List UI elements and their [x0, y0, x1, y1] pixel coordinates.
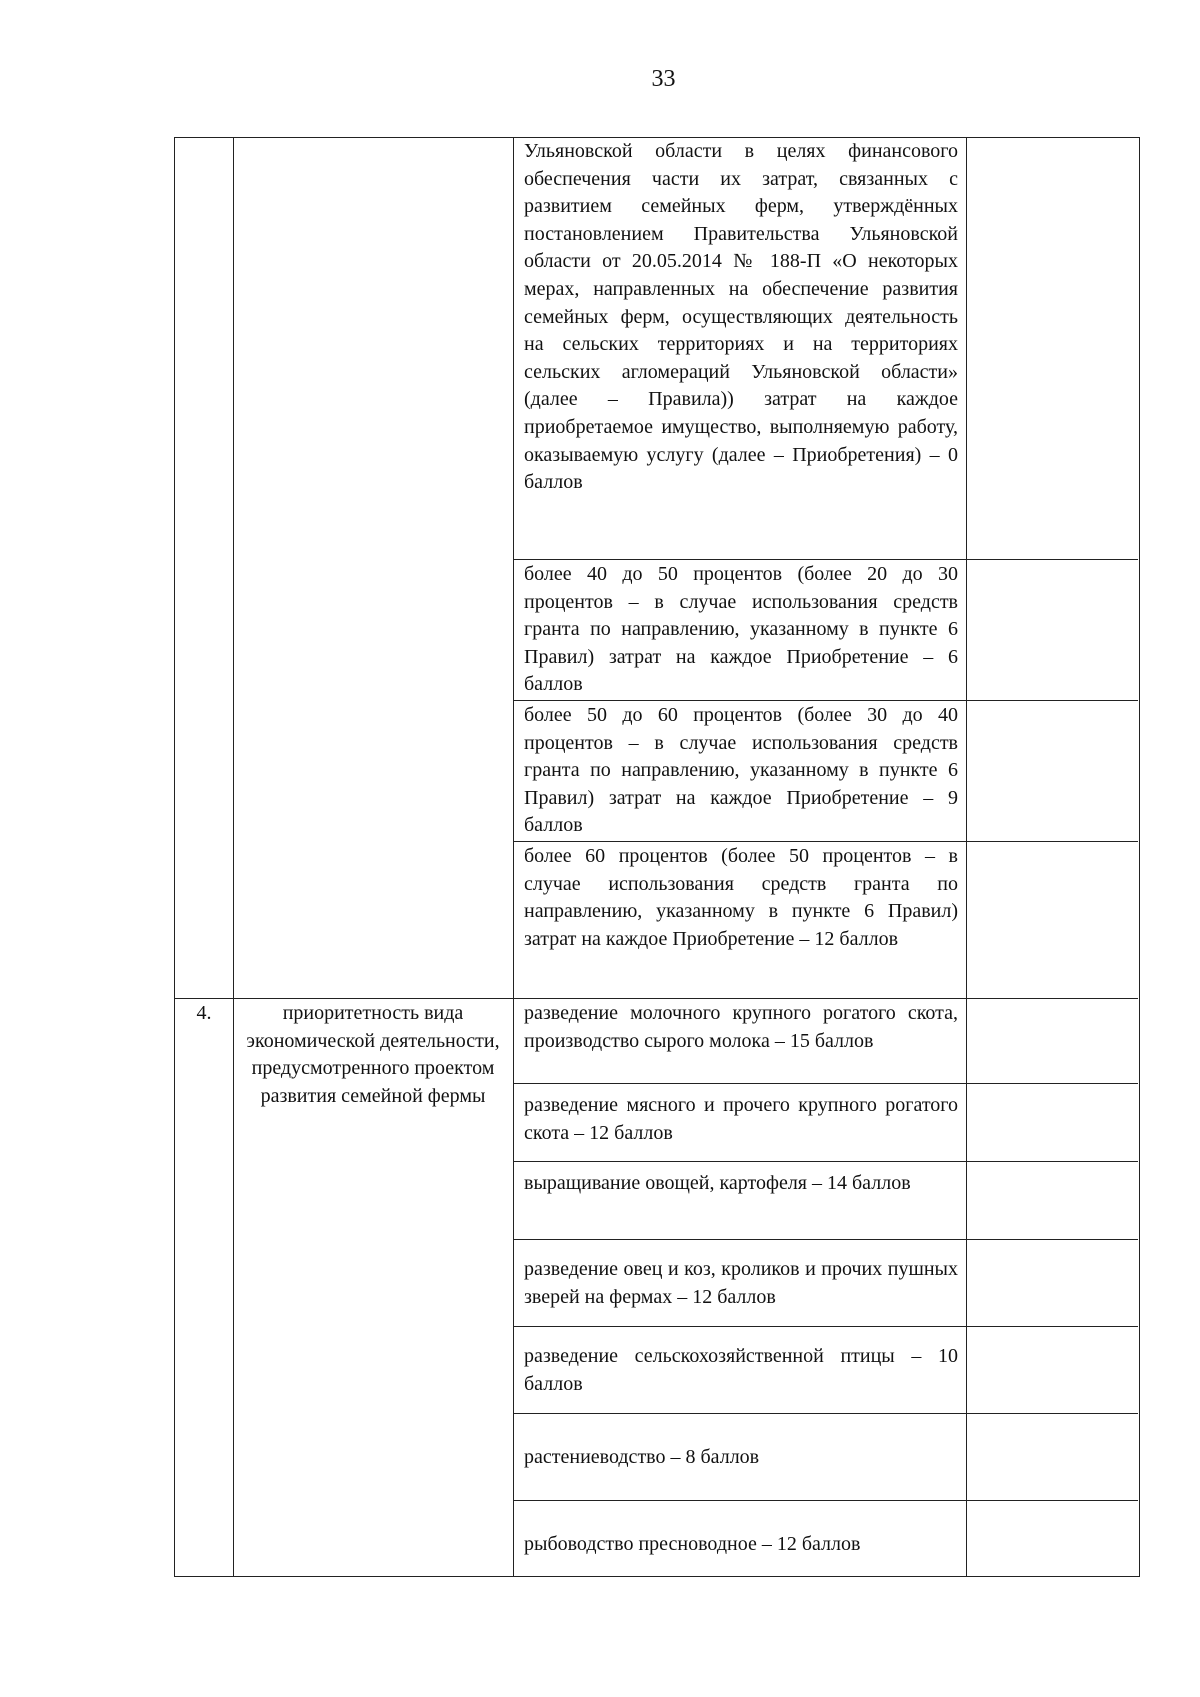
row-divider	[513, 700, 1138, 701]
score-text: разведение овец и коз, кроликов и прочих пушных зверей на фермах – 12 баллов	[524, 1258, 958, 1308]
score-text: разведение молочного крупного рогатого скота, производство сырого молока – 15 баллов	[524, 1002, 958, 1052]
row-divider	[175, 998, 1138, 999]
score-text: более 60 процентов (более 50 процентов – в случае использования средств гранта по направлению, указанному в пункте 6 Правил) затрат на каждое Приобретение – 12 баллов	[524, 845, 958, 950]
criterion-text: приоритетность вида экономической деятельности, предусмотренного проектом развития семейной фермы	[246, 1002, 500, 1107]
score-text: выращивание овощей, картофеля – 14 баллов	[524, 1172, 911, 1194]
column-divider	[513, 138, 514, 1576]
score-text: более 50 до 60 процентов (более 30 до 40 процентов – в случае использования средств гранта по направлению, указанному в пункте 6 Правил) затрат на каждое Приобретение – 9 баллов	[524, 704, 958, 837]
row-number: 4.	[196, 1002, 212, 1024]
row-divider	[513, 841, 1138, 842]
row-divider	[513, 1161, 1138, 1162]
row-divider	[513, 1413, 1138, 1414]
score-text: разведение мясного и прочего крупного рогатого скота – 12 баллов	[524, 1094, 958, 1144]
row-divider	[513, 1500, 1138, 1501]
row-divider	[513, 559, 1138, 560]
score-text: растениеводство – 8 баллов	[524, 1446, 760, 1468]
row-divider	[513, 1083, 1138, 1084]
criteria-table	[174, 137, 1140, 1577]
column-divider	[966, 138, 967, 1576]
score-text: более 40 до 50 процентов (более 20 до 30 процентов – в случае использования средств гранта по направлению, указанному в пункте 6 Правил) затрат на каждое Приобретение – 6 баллов	[524, 563, 958, 696]
score-text: Ульяновской области в целях финансового обеспечения части их затрат, связанных с развитием семейных ферм, утверждённых постановлением Правительства Ульяновской области от 20.05.2014 № 188-П «О некоторых мерах, направленных на обеспечение развития семейных ферм, осуществляющих деятельность на сельских территориях и на территориях сельских агломераций Ульяновской области» (далее – Правила)) затрат на каждое приобретаемое имущество, выполняемую работу, оказываемую услугу (далее – Приобретения) – 0 баллов	[524, 140, 958, 494]
page-number: 33	[651, 66, 676, 92]
row-divider	[513, 1326, 1138, 1327]
score-text: рыбоводство пресноводное – 12 баллов	[524, 1533, 861, 1555]
row-divider	[513, 1239, 1138, 1240]
score-text: разведение сельскохозяйственной птицы – 10 баллов	[524, 1345, 958, 1395]
column-divider	[233, 138, 234, 1576]
